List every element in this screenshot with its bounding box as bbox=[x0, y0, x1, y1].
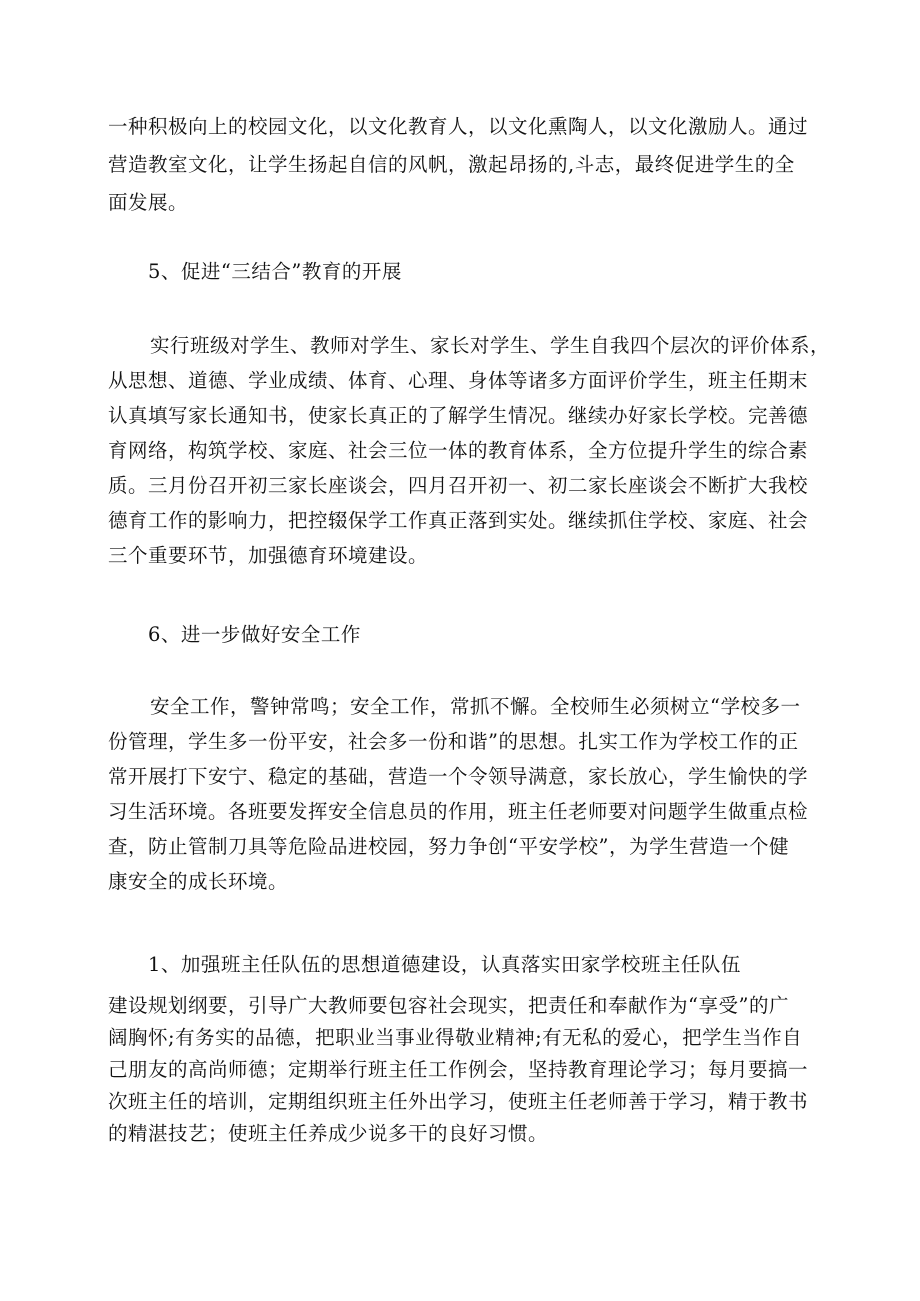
paragraph-line: 德育工作的影响力，把控辍保学工作真正落到实处。继续抓住学校、家庭、社会 bbox=[108, 509, 809, 532]
paragraph-line: 实行班级对学生、教师对学生、家长对学生、学生自我四个层次的评价体系， bbox=[150, 334, 831, 357]
section-heading: 1、加强班主任队伍的思想道德建设，认真落实田家学校班主任队伍 bbox=[148, 953, 741, 976]
paragraph-line: 的精湛技艺；使班主任养成少说多干的良好习惯。 bbox=[108, 1122, 549, 1145]
paragraph-line: 质。三月份召开初三家长座谈会，四月召开初一、初二家长座谈会不断扩大我校 bbox=[108, 474, 809, 497]
paragraph-line: 份管理，学生多一份平安，社会多一份和谐”的思想。扎实工作为学校工作的正 bbox=[108, 730, 799, 753]
paragraph-line: 从思想、道德、学业成绩、体育、心理、身体等诸多方面评价学生，班主任期末 bbox=[108, 369, 809, 392]
paragraph-line: 常开展打下安宁、稳定的基础，营造一个令领导满意，家长放心，学生愉快的学 bbox=[108, 765, 809, 788]
paragraph-line: 育网络，构筑学校、家庭、社会三位一体的教育体系，全方位提升学生的综合素 bbox=[108, 439, 809, 462]
paragraph-line: 面发展。 bbox=[108, 191, 189, 214]
section-heading: 5、促进“三结合”教育的开展 bbox=[148, 260, 402, 283]
paragraph-line: 康安全的成长环境。 bbox=[108, 870, 289, 893]
section-heading: 6、进一步做好安全工作 bbox=[148, 623, 361, 646]
paragraph-line: 建设规划纲要，引导广大教师要包容社会现实，把责任和奉献作为“享受”的广 bbox=[108, 994, 789, 1017]
paragraph-line: 三个重要环节，加强德育环境建设。 bbox=[108, 544, 429, 567]
paragraph-line: 次班主任的培训，定期组织班主任外出学习，使班主任老师善于学习，精于教书 bbox=[108, 1090, 809, 1113]
paragraph-line: 一种积极向上的校园文化，以文化教育人，以文化熏陶人，以文化激励人。通过 bbox=[108, 115, 809, 138]
paragraph-line: 安全工作，警钟常鸣；安全工作，常抓不懈。全校师生必须树立“学校多一 bbox=[150, 695, 801, 718]
paragraph-line: 己朋友的高尚师德；定期举行班主任工作例会，坚持教育理论学习；每月要搞一 bbox=[108, 1058, 809, 1081]
paragraph-line: 阔胸怀;有务实的品德，把职业当事业得敬业精神;有无私的爱心，把学生当作自 bbox=[108, 1026, 803, 1049]
paragraph-line: 营造教室文化，让学生扬起自信的风帆，激起昂扬的,斗志，最终促进学生的全 bbox=[108, 153, 795, 176]
paragraph-line: 认真填写家长通知书，使家长真正的了解学生情况。继续办好家长学校。完善德 bbox=[108, 404, 809, 427]
paragraph-line: 查，防止管制刀具等危险品进校园，努力争创“平安学校”，为学生营造一个健 bbox=[108, 835, 789, 858]
paragraph-line: 习生活环境。各班要发挥安全信息员的作用，班主任老师要对问题学生做重点检 bbox=[108, 800, 809, 823]
